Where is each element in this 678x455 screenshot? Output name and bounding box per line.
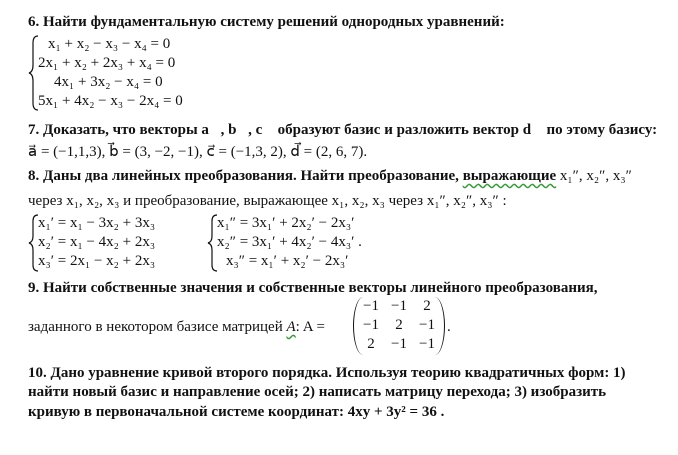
problem-8-sys2-eq-1: x₁″ = 3x₁′ + 2x₂′ − 2x₃′ <box>217 215 355 231</box>
problem-8-sys1-eq-2: x₂′ = x₁ − 4x₂ + 2x₃ <box>38 234 156 250</box>
problem-10-heading <box>28 364 626 382</box>
problem-9-period: . <box>447 319 451 335</box>
matrix-row <box>357 297 441 316</box>
problem-8-sys2-eq-3: x₃″ = x₁′ + x₂′ − 2x₃′ <box>226 253 349 269</box>
problem-9-matrix <box>353 297 445 355</box>
problem-7-heading <box>28 121 657 139</box>
problem-8-heading <box>28 167 632 185</box>
problem-8-number: 8. <box>28 168 40 184</box>
problem-10-line-3 <box>28 403 444 421</box>
matrix-cell: −1 <box>419 336 435 352</box>
problem-8-sys1-eq-1: x₁′ = x₁ − 3x₂ + 3x₃ <box>38 215 156 231</box>
matrix-cell: 2 <box>395 317 403 333</box>
problem-10-line-2: найти новый базис и направление осей; 2) написать матрицу перехода; 3) изобразить <box>28 384 607 400</box>
problem-9-number: 9. <box>28 280 40 296</box>
problem-8-sys2-eq-2: x₂″ = 3x₁′ + 4x₂′ − 4x₃′ . <box>217 234 362 250</box>
problem-8-text-b: выражающие <box>462 168 557 184</box>
problem-10-text: Дано уравнение кривой второго порядка. Используя теорию квадратичных форм: 1) <box>46 365 626 381</box>
problem-9-line-2-b: A <box>286 319 296 335</box>
problem-7-number: 7. <box>28 122 40 138</box>
matrix-cell: 2 <box>423 298 431 314</box>
problem-10-number: 10. <box>28 365 47 381</box>
problem-6-eq-3: 4x₁ + 3x₂ − x₄ = 0 <box>54 74 163 90</box>
problem-6-heading <box>28 13 505 31</box>
problem-7-text: Доказать, что векторы a⃗, b⃗, c⃗ образуют базис и разложить вектор d⃗ по этому базису: <box>39 122 658 138</box>
problem-7-vectors: a⃗ = (−1,1,3), b⃗ = (3, −2, −1), c⃗ = (−1,3, 2), d⃗ = (2, 6, 7). <box>28 144 368 160</box>
problem-6-text: Найти фундаментальную систему решений однородных уравнений: <box>39 14 505 30</box>
problem-8-sys1-eq-3: x₃′ = 2x₁ − x₂ + 2x₃ <box>38 253 156 269</box>
matrix-cell: 2 <box>367 336 375 352</box>
problem-9-line-2-c: : A = <box>295 319 325 335</box>
matrix-row <box>357 335 441 354</box>
problem-9-line-2 <box>28 318 325 336</box>
matrix-cell: −1 <box>363 317 379 333</box>
matrix-cell: −1 <box>391 298 407 314</box>
matrix-cell: −1 <box>363 298 379 314</box>
matrix-cell: −1 <box>419 317 435 333</box>
problem-10-line-3-text: кривую в первоначальной системе координат: 4xy + 3y² = 36 . <box>28 404 445 420</box>
problem-6-number: 6. <box>28 14 40 30</box>
problem-9-heading <box>28 279 598 297</box>
problem-8-text-c: x₁″, x₂″, x₃″ <box>556 168 632 184</box>
problem-8-text-a: Даны два линейных преобразования. Найти преобразование, <box>39 168 463 184</box>
problem-9-line-2-a: заданного в некотором базисе матрицей <box>28 319 287 335</box>
problem-6-eq-2: 2x₁ + x₂ + 2x₃ + x₄ = 0 <box>38 55 176 71</box>
problem-6-eq-1: x₁ + x₂ − x₃ − x₄ = 0 <box>48 36 171 52</box>
problem-6-eq-4: 5x₁ + 4x₂ − x₃ − 2x₄ = 0 <box>38 93 183 109</box>
problem-9-text: Найти собственные значения и собственные векторы линейного преобразования, <box>39 280 598 296</box>
problem-8-line-2: через x₁, x₂, x₃ и преобразование, выражающее x₁, x₂, x₃ через x₁″, x₂″, x₃″ : <box>28 193 507 209</box>
matrix-row <box>357 316 441 335</box>
matrix-cell: −1 <box>391 336 407 352</box>
